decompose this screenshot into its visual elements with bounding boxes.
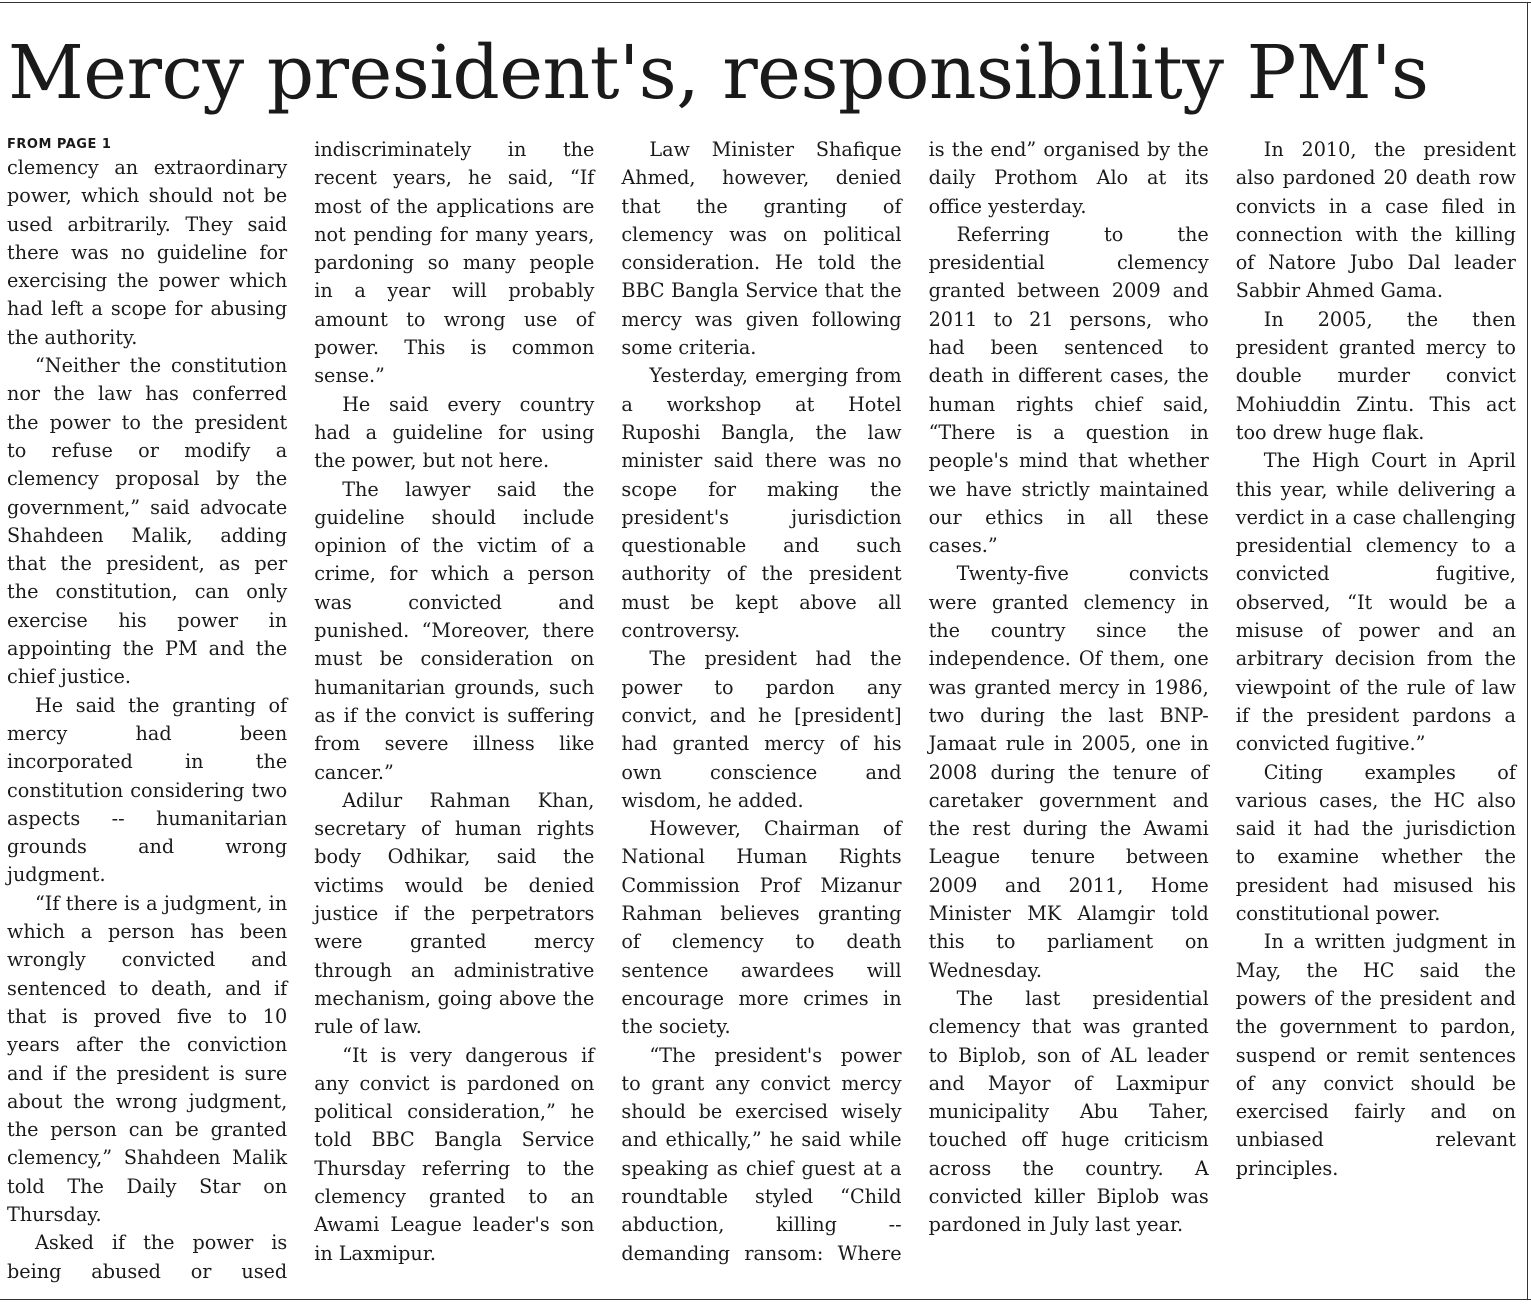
article-paragraph: In a written judgment in May, the HC said the powers of the president and the government to pardon, suspend or remit sentences of any convict should be exercised fairly and on unbiased relevant principles. bbox=[1235, 930, 1516, 1180]
top-border-rule bbox=[0, 2, 1531, 3]
article-paragraph: “The president's power to grant any convict mercy should be exercised wisely and ethically,” he said while speaking as chief guest at a roundtable styled “Child abduction, killing -- demanding ransom: Where is the end” organised by the daily Prothom Alo at its office yesterday. bbox=[621, 138, 1209, 1265]
article-paragraph: Yesterday, emerging from a workshop at Hotel Ruposhi Bangla, the law minister said there was no scope for making the president's jurisdiction questionable and such authority of the president must be kept above all controversy. bbox=[621, 364, 902, 643]
article-paragraph: “Neither the constitution nor the law has conferred the power to the president to refuse or modify a clemency proposal by the government,” said advocate Shahdeen Malik, adding that the president, as per the constitution, can only exercise his power in appointing the PM and the chief justice. bbox=[7, 354, 288, 689]
article-paragraph: The last presidential clemency that was granted to Biplob, son of AL leader and Mayor of Laxmipur municipality Abu Taher, touched off huge criticism across the country. A convicted killer Biplob was pardoned in July last year. bbox=[928, 986, 1209, 1237]
article-paragraph: Referring to the presidential clemency granted between 2009 and 2011 to 21 persons, who had been sentenced to death in different cases, the human rights chief said, “There is a question in people's mind that whether we have strictly maintained our ethics in all these cases.” bbox=[928, 222, 1209, 558]
right-border-rule bbox=[1527, 2, 1528, 1299]
article-paragraph: He said every country had a guideline for using the power, but not here. bbox=[314, 392, 595, 473]
article-paragraph: “It is very dangerous if any convict is pardoned on political consideration,” he told BBC Bangla Service Thursday referring to the clemency granted to an Awami League leader's son in Laxmipur. bbox=[314, 1043, 595, 1265]
article-paragraph: In 2005, the then president granted mercy to double murder convict Mohiuddin Zintu. This act too drew huge flak. bbox=[1235, 307, 1516, 444]
article-paragraph: The president had the power to pardon any convict, and he [president] had granted mercy of his own conscience and wisdom, he added. bbox=[621, 647, 902, 812]
article-paragraph: He said the granting of mercy had been incorporated in the constitution considering two aspects -- humanitarian grounds and wrong judgment. bbox=[7, 693, 288, 887]
article-paragraph: “If there is a judgment, in which a person has been wrongly convicted and sentenced to death, and if that is proved five to 10 years after the conviction and if the president is sure about the wrong judgment, the person can be granted clemency,” Shahdeen Malik told The Daily Star on Thursday. bbox=[7, 891, 288, 1226]
article-paragraph: Twenty-five convicts were granted clemency in the country since the independence. Of them, one was granted mercy in 1986, two during the last BNP-Jamaat rule in 2005, one in 2008 during the tenure of caretaker government and the rest during the Awami League tenure between 2009 and 2011, Home Minister MK Alamgir told this to parliament on Wednesday. bbox=[928, 562, 1209, 982]
article-paragraph: However, Chairman of National Human Rights Commission Prof Mizanur Rahman believes granting of clemency to death sentence awardees will encourage more crimes in the society. bbox=[621, 817, 902, 1039]
from-page-kicker: FROM PAGE 1 bbox=[7, 137, 112, 152]
article-paragraph: In 2010, the president also pardoned 20 death row convicts in a case filed in connection with the killing of Natore Jubo Dal leader Sabbir Ahmed Gama. bbox=[1235, 138, 1516, 303]
article-paragraph: Asked if the power is being abused or used indiscriminately in the recent years, he said, “If most of the applications are not pending for many years, pardoning so many people in a year will probably amount to wrong use of power. This is common sense.” bbox=[7, 138, 595, 1283]
article-body bbox=[7, 136, 1516, 1286]
article-paragraph: clemency an extraordinary power, which should not be used arbitrarily. They said there was no guideline for exercising the power which had left a scope for abusing the authority. bbox=[7, 156, 288, 349]
bottom-border-rule bbox=[0, 1299, 1531, 1300]
article-paragraph: Citing examples of various cases, the HC also said it had the jurisdiction to examine whether the president had misused his constitutional power. bbox=[1235, 760, 1516, 926]
article-paragraph: Adilur Rahman Khan, secretary of human rights body Odhikar, said the victims would be denied justice if the perpetrators were granted mercy through an administrative mechanism, going above the rule of law. bbox=[314, 788, 595, 1039]
article-paragraph: The High Court in April this year, while delivering a verdict in a case challenging presidential clemency to a convicted fugitive, observed, “It would be a misuse of power and an arbitrary decision from the viewpoint of the rule of law if the president pardons a convicted fugitive.” bbox=[1235, 449, 1516, 756]
headline: Mercy president's, responsibility PM's bbox=[8, 30, 1429, 116]
article-paragraph: Law Minister Shafique Ahmed, however, denied that the granting of clemency was on political consideration. He told the BBC Bangla Service that the mercy was given following some criteria. bbox=[621, 138, 902, 360]
article-paragraph: The lawyer said the guideline should include opinion of the victim of a crime, for which a person was convicted and punished. “Moreover, there must be consideration on humanitarian grounds, such as if the convict is suffering from severe illness like cancer.” bbox=[314, 477, 595, 784]
